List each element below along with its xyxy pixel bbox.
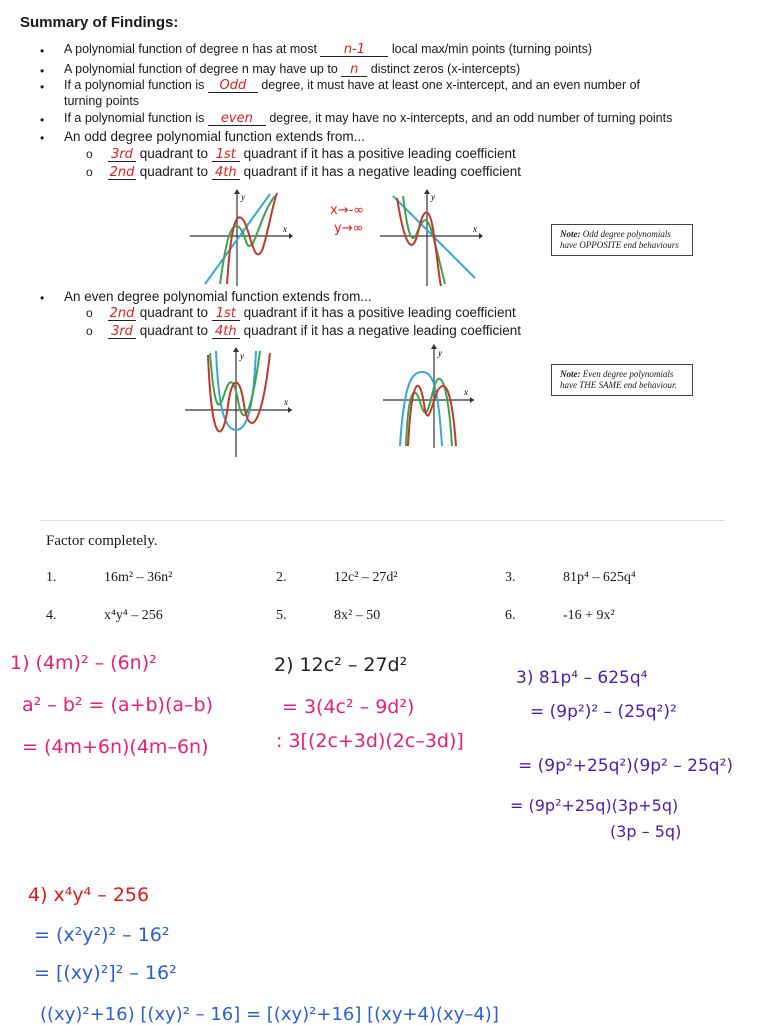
problem-expression: x⁴y⁴ – 256 (104, 608, 163, 623)
solution-1-line: 1) (4m)² – (6n)² (10, 652, 157, 674)
odd-negative-line: 2nd quadrant to 4th quadrant if it has a negative leading coefficient (109, 164, 522, 180)
odd-degree-note: Note: Odd degree polynomials have OPPOSITE end behaviours (551, 224, 693, 256)
summary-title: Summary of Findings: (20, 14, 179, 31)
circle-bullet-icon: o (86, 324, 93, 338)
axis-y-label: y (431, 192, 435, 202)
bullet-icon: • (40, 64, 45, 78)
circle-bullet-icon: o (86, 147, 93, 161)
bullet-odd-degree: If a polynomial function is Odd degree, it must have at least one x-intercept, and an even number of (64, 78, 641, 93)
fill-blank: even (208, 111, 266, 126)
problem-expression: 8x² – 50 (334, 608, 381, 623)
solution-2-line: 2) 12c² – 27d² (274, 654, 408, 676)
bullet-icon: • (40, 291, 45, 305)
axis-x-label: x (473, 224, 477, 234)
axis-x-label: x (283, 224, 287, 234)
margin-note-x: x→-∞ (330, 203, 365, 218)
even-degree-note: Note: Even degree polynomials have THE SAME end behaviour. (551, 364, 693, 396)
bullet-even-extends: An even degree polynomial function extends from... (64, 289, 372, 304)
solution-3-line: = (9p²+25q)(3p+5q) (510, 796, 679, 815)
factor-title: Factor completely. (46, 533, 158, 549)
solution-3-line: 3) 81p⁴ – 625q⁴ (516, 668, 648, 688)
solution-4-line: ((xy)²+16) [(xy)² – 16] = [(xy)²+16] [(xy+4)(xy–4)] (40, 1004, 499, 1025)
axis-y-label: y (241, 192, 245, 202)
circle-bullet-icon: o (86, 165, 93, 179)
bullet-icon: • (40, 131, 45, 145)
solution-2-line: = 3(4c² – 9d²) (282, 696, 415, 718)
fill-blank: 3rd (108, 323, 136, 339)
solution-1-line: a² – b² = (a+b)(a–b) (22, 694, 213, 716)
solution-4-line: 4) x⁴y⁴ – 256 (28, 884, 150, 906)
solution-3-line: = (9p²+25q²)(9p² – 25q²) (518, 756, 734, 776)
problem-expression: 12c² – 27d² (334, 570, 398, 585)
problem-number: 1. (46, 570, 57, 585)
bullet-zeros: A polynomial function of degree n may have up to n distinct zeros (x-intercepts) (64, 62, 521, 77)
circle-bullet-icon: o (86, 306, 93, 320)
problem-expression: -16 + 9x² (563, 608, 615, 623)
axis-x-label: x (464, 387, 468, 397)
odd-positive-line: 3rd quadrant to 1st quadrant if it has a positive leading coefficient (108, 146, 516, 162)
fill-blank: n (341, 62, 367, 77)
problem-expression: 16m² – 36n² (104, 570, 173, 585)
problem-number: 5. (276, 608, 287, 623)
fill-blank: 2nd (109, 165, 135, 180)
fill-blank: n-1 (320, 42, 388, 57)
fill-blank: 4th (212, 164, 240, 180)
solution-4-line: = (x²y²)² – 16² (34, 924, 170, 946)
bullet-icon: • (40, 44, 45, 58)
problem-number: 6. (505, 608, 516, 623)
bullet-icon: • (40, 80, 45, 94)
bullet-odd-extends: An odd degree polynomial function extends from... (64, 129, 365, 144)
solution-2-line: : 3[(2c+3d)(2c–3d)] (276, 730, 464, 752)
fill-blank: 2nd (109, 306, 135, 321)
bullet-even-degree: If a polynomial function is even degree, it may have no x-intercepts, and an odd number of turning points (64, 111, 673, 126)
problem-number: 3. (505, 570, 516, 585)
fill-blank: 1st (212, 146, 240, 162)
bullet-icon: • (40, 113, 45, 127)
axis-y-label: y (240, 351, 244, 361)
bullet-odd-degree-cont: turning points (64, 94, 140, 108)
margin-note-y: y→∞ (334, 221, 364, 236)
problem-number: 4. (46, 608, 57, 623)
solution-4-line: = [(xy)²]² – 16² (34, 962, 177, 984)
even-positive-graph (180, 345, 295, 460)
fill-blank: Odd (208, 78, 258, 93)
axis-y-label: y (438, 348, 442, 358)
problem-number: 2. (276, 570, 287, 585)
odd-positive-graph (185, 188, 295, 288)
section-divider (40, 520, 725, 521)
even-positive-line: 2nd quadrant to 1st quadrant if it has a positive leading coefficient (109, 305, 516, 321)
solution-3-line: (3p – 5q) (610, 822, 682, 841)
axis-x-label: x (284, 397, 288, 407)
fill-blank: 4th (212, 323, 240, 339)
even-negative-line: 3rd quadrant to 4th quadrant if it has a negative leading coefficient (108, 323, 521, 339)
odd-negative-graph (375, 188, 485, 288)
bullet-turning-points: A polynomial function of degree n has at most n-1 local max/min points (turning points) (64, 42, 592, 57)
fill-blank: 3rd (108, 146, 136, 162)
fill-blank: 1st (212, 305, 240, 321)
problem-expression: 81p⁴ – 625q⁴ (563, 570, 636, 585)
solution-3-line: = (9p²)² – (25q²)² (530, 702, 677, 722)
even-negative-graph (378, 342, 478, 452)
solution-1-line: = (4m+6n)(4m–6n) (22, 736, 209, 758)
